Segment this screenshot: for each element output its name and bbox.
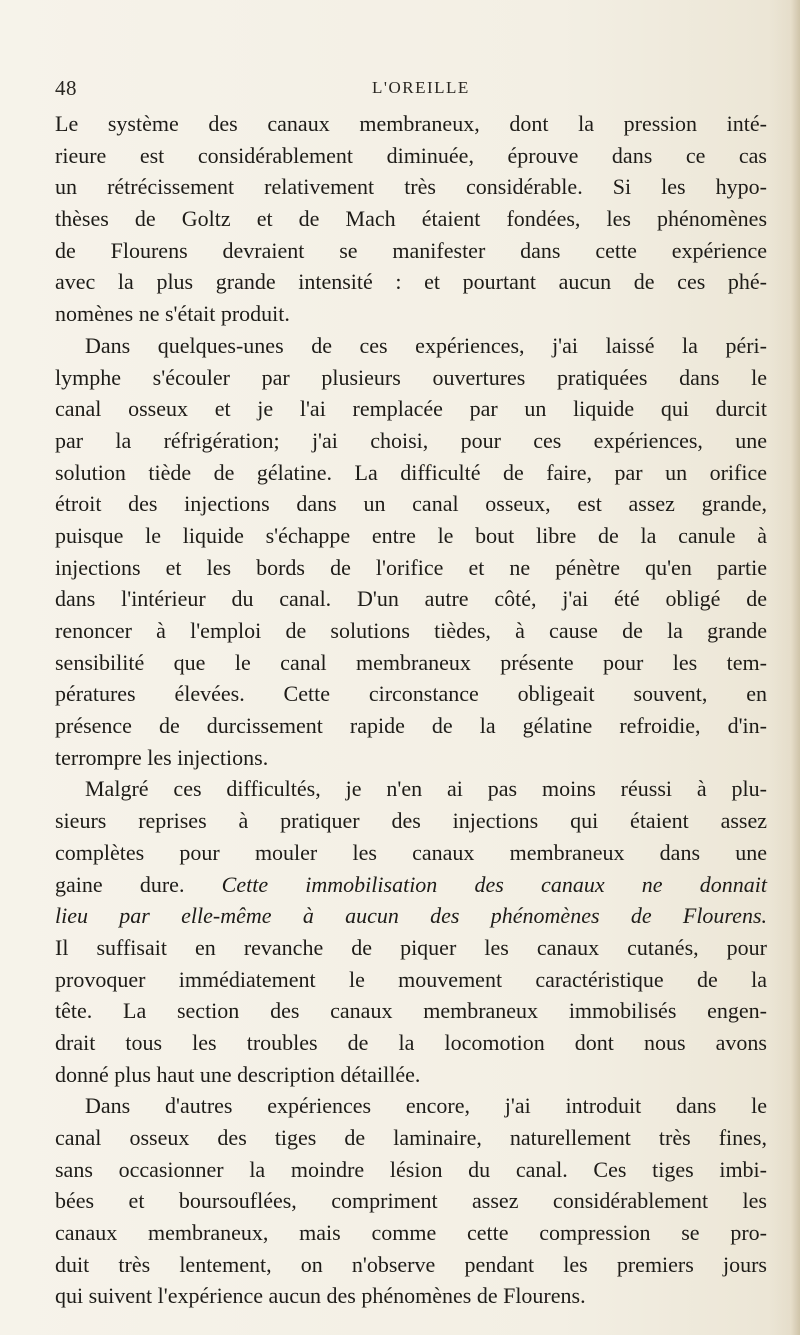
text-line: Il suffisait en revanche de piquer les canaux cutanés, pour	[55, 934, 767, 960]
text-line: dans l'intérieur du canal. D'un autre côté, j'ai été obligé de	[55, 586, 767, 612]
running-head	[0, 70, 800, 100]
text-line: lymphe s'écouler par plusieurs ouvertures pratiquées dans le	[55, 364, 767, 390]
text-line: nomènes ne s'était produit.	[55, 301, 290, 327]
text-line: de Flourens devraient se manifester dans cette expérience	[55, 237, 767, 263]
page-number: 48	[55, 76, 77, 100]
paragraph-4	[55, 1090, 767, 1312]
running-title: L'OREILLE	[372, 78, 470, 97]
paragraph-1	[55, 108, 767, 330]
text-line: Dans d'autres expériences encore, j'ai introduit dans le	[85, 1093, 767, 1119]
text-line: pératures élevées. Cette circonstance obligeait souvent, en	[55, 681, 767, 707]
text-line: qui suivent l'expérience aucun des phénomènes de Flourens.	[55, 1283, 586, 1309]
text-line: sensibilité que le canal membraneux présente pour les tem-	[55, 649, 767, 675]
text-line: Le système des canaux membraneux, dont la pression inté-	[55, 111, 767, 136]
text-line: Malgré ces difficultés, je n'en ai pas moins réussi à plu-	[85, 776, 767, 802]
text-line: thèses de Goltz et de Mach étaient fondées, les phénomènes	[55, 206, 767, 232]
mixed-text-line	[55, 900, 767, 932]
text-line: renoncer à l'emploi de solutions tièdes, à cause de la grande	[55, 618, 767, 643]
page-edge-shadow	[790, 0, 800, 1335]
text-line: étroit des injections dans un canal osseux, est assez grande,	[55, 491, 767, 517]
mixed-text-line	[55, 869, 767, 901]
text-line: duit très lentement, on n'observe pendant les premiers jours	[55, 1251, 767, 1277]
roman-segment: gaine dure.	[55, 871, 222, 897]
body-text	[55, 108, 767, 1312]
text-line: donné plus haut une description détaillée.	[55, 1061, 421, 1087]
text-line: sans occasionner la moindre lésion du canal. Ces tiges imbi-	[55, 1156, 767, 1182]
text-line: injections et les bords de l'orifice et ne pénètre qu'en partie	[55, 554, 767, 580]
text-line: sieurs reprises à pratiquer des injections qui étaient assez	[55, 808, 767, 834]
text-line: rieure est considérablement diminuée, éprouve dans ce cas	[55, 142, 767, 168]
text-line: un rétrécissement relativement très considérable. Si les hypo-	[55, 174, 767, 200]
italic-segment: Cette immobilisation des canaux ne donnait	[221, 871, 767, 897]
text-line: tête. La section des canaux membraneux immobilisés engen-	[55, 998, 767, 1024]
text-line: canal osseux des tiges de laminaire, naturellement très fines,	[55, 1125, 767, 1150]
text-line: canal osseux et je l'ai remplacée par un liquide qui durcit	[55, 396, 767, 422]
text-line: solution tiède de gélatine. La difficulté de faire, par un orifice	[55, 459, 767, 485]
text-line: Dans quelques-unes de ces expériences, j'ai laissé la péri-	[85, 332, 767, 358]
paragraph-2	[55, 330, 767, 774]
text-line: présence de durcissement rapide de la gélatine refroidie, d'in-	[55, 713, 767, 739]
text-line: puisque le liquide s'échappe entre le bout libre de la canule à	[55, 522, 767, 548]
italic-segment: lieu par elle-même à aucun des phénomènes de Flourens.	[55, 903, 767, 929]
text-line: terrompre les injections.	[55, 744, 269, 770]
text-line: avec la plus grande intensité : et pourtant aucun de ces phé-	[55, 269, 767, 295]
text-line: drait tous les troubles de la locomotion dont nous avons	[55, 1029, 767, 1055]
text-line: bées et boursouflées, compriment assez considérablement les	[55, 1188, 767, 1214]
text-line: complètes pour mouler les canaux membraneux dans une	[55, 839, 767, 865]
text-line: canaux membraneux, mais comme cette compression se pro-	[55, 1220, 767, 1246]
paragraph-3	[55, 773, 767, 1090]
text-line: provoquer immédiatement le mouvement caractéristique de la	[55, 966, 767, 992]
text-line: par la réfrigération; j'ai choisi, pour ces expériences, une	[55, 427, 767, 453]
